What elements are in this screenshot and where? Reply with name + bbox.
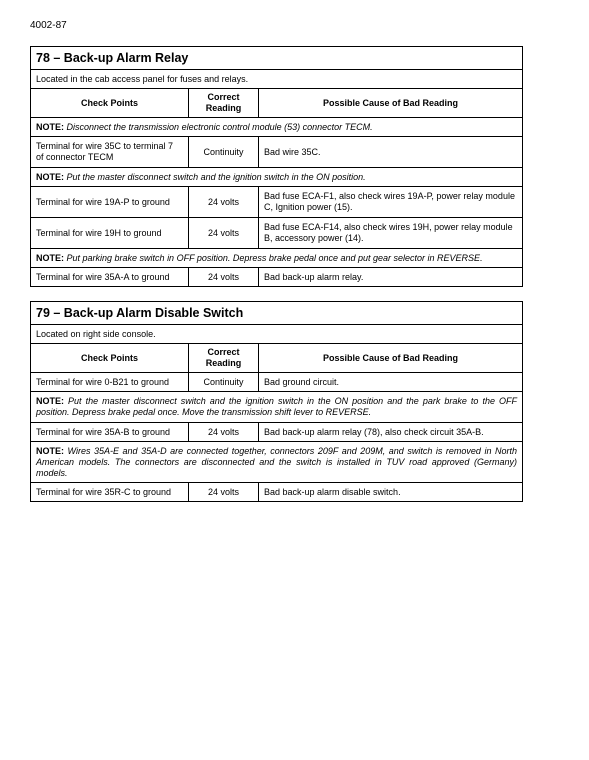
reading-cell: Continuity bbox=[189, 373, 259, 392]
note-text: Put the master disconnect switch and the ignition switch in the ON position. bbox=[66, 171, 366, 182]
check-point-cell: Terminal for wire 19A-P to ground bbox=[31, 187, 189, 218]
note-label: NOTE: bbox=[36, 121, 64, 132]
header-check-points: Check Points bbox=[31, 344, 189, 373]
note-label: NOTE: bbox=[36, 445, 64, 456]
note-row bbox=[31, 118, 523, 137]
header-correct-reading: Correct Reading bbox=[189, 89, 259, 118]
reading-cell: Continuity bbox=[189, 137, 259, 168]
check-point-cell: Terminal for wire 35A-A to ground bbox=[31, 268, 189, 287]
note-text: Put parking brake switch in OFF position. Depress brake pedal once and put gear selector in REVERSE. bbox=[66, 252, 483, 263]
section-78-table bbox=[30, 46, 523, 287]
cause-cell: Bad fuse ECA-F14, also check wires 19H, power relay module B, accessory power (14). bbox=[259, 218, 523, 249]
note-text: Wires 35A-E and 35A-D are connected together, connectors 209F and 209M, and switch is removed in North American models. The connectors are disconnected and the switch is installed in TUV road approved (Germany) models. bbox=[36, 445, 518, 478]
header-correct-reading: Correct Reading bbox=[189, 344, 259, 373]
page-number: 4002-87 bbox=[30, 20, 67, 31]
reading-cell: 24 volts bbox=[189, 268, 259, 287]
cause-cell: Bad back-up alarm relay (78), also check circuit 35A-B. bbox=[259, 423, 523, 442]
reading-cell: 24 volts bbox=[189, 483, 259, 502]
section-title: 78 – Back-up Alarm Relay bbox=[31, 47, 523, 70]
note-text: Disconnect the transmission electronic control module (53) connector TECM. bbox=[66, 121, 373, 132]
cause-cell: Bad fuse ECA-F1, also check wires 19A-P, power relay module C, Ignition power (15). bbox=[259, 187, 523, 218]
location-text: Located on right side console. bbox=[31, 325, 523, 344]
check-point-cell: Terminal for wire 19H to ground bbox=[31, 218, 189, 249]
section-79-table bbox=[30, 301, 523, 502]
check-point-cell: Terminal for wire 35A-B to ground bbox=[31, 423, 189, 442]
check-point-cell: Terminal for wire 35R-C to ground bbox=[31, 483, 189, 502]
cause-cell: Bad back-up alarm relay. bbox=[259, 268, 523, 287]
location-text: Located in the cab access panel for fuses and relays. bbox=[31, 70, 523, 89]
reading-cell: 24 volts bbox=[189, 423, 259, 442]
cause-cell: Bad wire 35C. bbox=[259, 137, 523, 168]
cause-cell: Bad ground circuit. bbox=[259, 373, 523, 392]
note-row bbox=[31, 442, 523, 483]
note-row bbox=[31, 249, 523, 268]
cause-cell: Bad back-up alarm disable switch. bbox=[259, 483, 523, 502]
note-label: NOTE: bbox=[36, 396, 64, 406]
section-title: 79 – Back-up Alarm Disable Switch bbox=[31, 302, 523, 325]
reading-cell: 24 volts bbox=[189, 218, 259, 249]
note-label: NOTE: bbox=[36, 252, 64, 263]
note-label: NOTE: bbox=[36, 171, 64, 182]
note-row bbox=[31, 168, 523, 187]
check-point-cell: Terminal for wire 0-B21 to ground bbox=[31, 373, 189, 392]
header-possible-cause: Possible Cause of Bad Reading bbox=[259, 89, 523, 118]
note-text: Put the master disconnect switch and the ignition switch in the ON position and the park brake to the OFF position. Depress brake pedal once. Move the transmission shift lever to REVERSE. bbox=[36, 396, 518, 417]
header-check-points: Check Points bbox=[31, 89, 189, 118]
note-row bbox=[31, 392, 523, 423]
reading-cell: 24 volts bbox=[189, 187, 259, 218]
header-possible-cause: Possible Cause of Bad Reading bbox=[259, 344, 523, 373]
check-point-cell: Terminal for wire 35C to terminal 7 of connector TECM bbox=[31, 137, 189, 168]
